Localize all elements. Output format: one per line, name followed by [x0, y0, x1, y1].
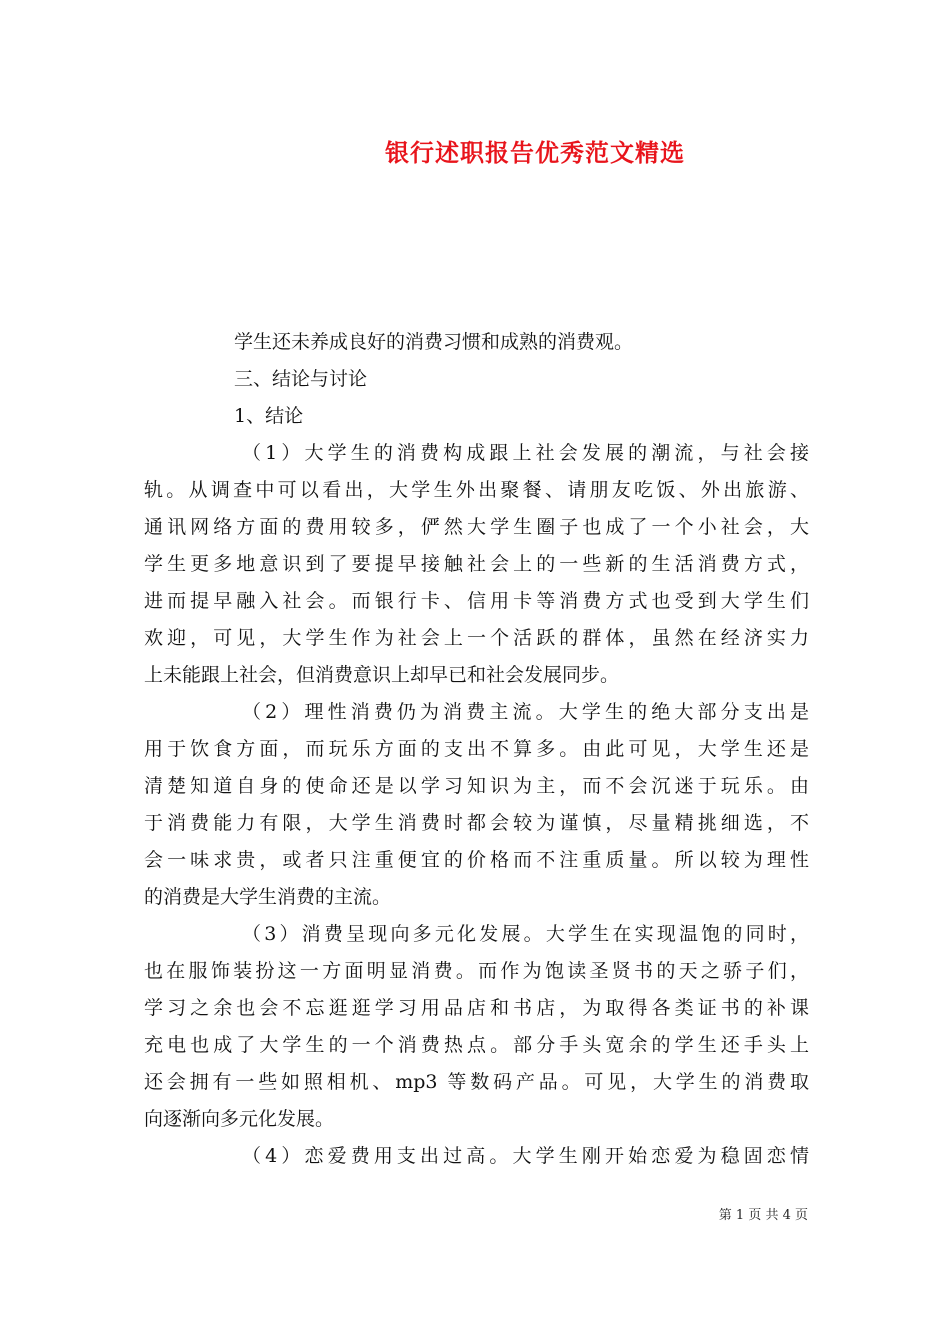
paragraph-line: 于消费能力有限，大学生消费时都会较为谨慎，尽量精挑细选，不	[144, 812, 809, 834]
paragraph-line: 通讯网络方面的费用较多，俨然大学生圈子也成了一个小社会，大	[144, 516, 809, 538]
paragraph-line: （4）恋爱费用支出过高。大学生刚开始恋爱为稳固恋情	[242, 1145, 809, 1167]
paragraph-line: 欢迎，可见，大学生作为社会上一个活跃的群体，虽然在经济实力	[144, 627, 809, 649]
paragraph-line: 清楚知道自身的使命还是以学习知识为主，而不会沉迷于玩乐。由	[144, 775, 809, 797]
paragraph-line: 上未能跟上社会，但消费意识上却早已和社会发展同步。	[144, 664, 620, 686]
document-body	[144, 324, 809, 1175]
document-title: 银行述职报告优秀范文精选	[385, 138, 685, 167]
paragraph-line: 会一味求贵，或者只注重便宜的价格而不注重质量。所以较为理性	[144, 849, 809, 871]
paragraph-line: 也在服饰装扮这一方面明显消费。而作为饱读圣贤书的天之骄子们，	[144, 960, 809, 982]
section-heading: 三、结论与讨论	[234, 368, 368, 390]
paragraph-line: 用于饮食方面，而玩乐方面的支出不算多。由此可见，大学生还是	[144, 738, 809, 760]
paragraph-line: 向逐渐向多元化发展。	[144, 1108, 335, 1130]
paragraph-line: （2）理性消费仍为消费主流。大学生的绝大部分支出是	[242, 701, 809, 723]
paragraph-line: 学生还未养成良好的消费习惯和成熟的消费观。	[234, 331, 634, 353]
paragraph-line: 学生更多地意识到了要提早接触社会上的一些新的生活消费方式，	[144, 553, 809, 575]
paragraph-line: （1）大学生的消费构成跟上社会发展的潮流，与社会接	[242, 442, 809, 464]
paragraph-line: 的消费是大学生消费的主流。	[144, 886, 392, 908]
paragraph-line: 充电也成了大学生的一个消费热点。部分手头宽余的学生还手头上	[144, 1034, 809, 1056]
paragraph-line: 学习之余也会不忘逛逛学习用品店和书店，为取得各类证书的补课	[144, 997, 809, 1019]
paragraph-line: 轨。从调查中可以看出，大学生外出聚餐、请朋友吃饭、外出旅游、	[144, 479, 809, 501]
paragraph-line: 进而提早融入社会。而银行卡、信用卡等消费方式也受到大学生们	[144, 590, 809, 612]
paragraph-line: 还会拥有一些如照相机、mp3 等数码产品。可见，大学生的消费取	[144, 1071, 809, 1093]
subsection-heading: 1、结论	[234, 405, 304, 427]
page-number: 第 1 页 共 4 页	[718, 1208, 808, 1223]
paragraph-line: （3）消费呈现向多元化发展。大学生在实现温饱的同时，	[242, 923, 809, 945]
